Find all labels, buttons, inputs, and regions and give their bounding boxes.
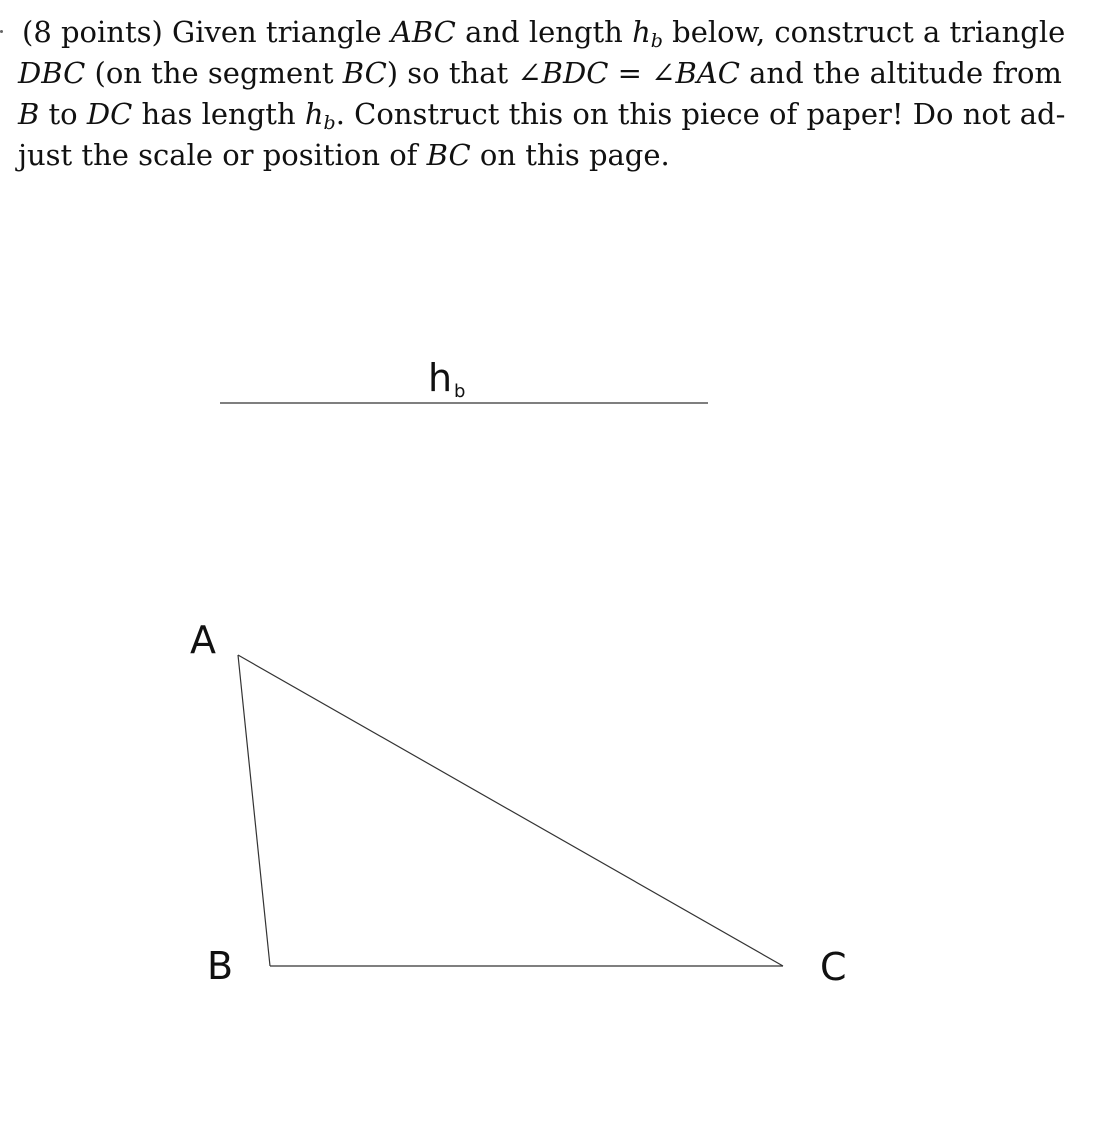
- text-run: and length: [455, 15, 633, 49]
- math-point-b: B: [18, 97, 40, 131]
- text-run: . Construct this on this piece of paper! Do not ad-: [335, 97, 1066, 131]
- text-run: (8 points) Given triangle: [22, 15, 391, 49]
- hb-label-subscript: b: [454, 381, 466, 402]
- math-segment-dc: DC: [86, 97, 133, 131]
- text-run: on this page.: [470, 138, 670, 172]
- math-angle-bdc: BDC: [541, 56, 609, 90]
- text-run: ) so that ∠: [386, 56, 542, 90]
- triangle-side-ab: [238, 655, 270, 966]
- text-run: (on the segment: [85, 56, 343, 90]
- math-triangle-abc: ABC: [390, 15, 456, 49]
- text-run: = ∠: [608, 56, 676, 90]
- text-run: has length: [132, 97, 305, 131]
- math-triangle-dbc: DBC: [18, 56, 86, 90]
- math-segment-bc: BC: [342, 56, 387, 90]
- vertex-label-c: C: [820, 945, 847, 989]
- math-h: h: [632, 15, 651, 49]
- text-run: to: [39, 97, 87, 131]
- vertex-label-b: B: [207, 944, 234, 988]
- text-run: and the altitude from: [739, 56, 1062, 90]
- vertex-label-a: A: [190, 618, 216, 662]
- hb-label: h: [428, 356, 453, 400]
- math-subscript-b: b: [323, 112, 336, 134]
- text-run: below, construct a triangle: [662, 15, 1066, 49]
- math-segment-bc: BC: [426, 138, 471, 172]
- math-h: h: [304, 97, 324, 131]
- text-run: just the scale or position of: [18, 138, 427, 172]
- math-subscript-b: b: [650, 30, 663, 52]
- triangle-side-ac: [238, 655, 783, 966]
- math-angle-bac: BAC: [675, 56, 740, 90]
